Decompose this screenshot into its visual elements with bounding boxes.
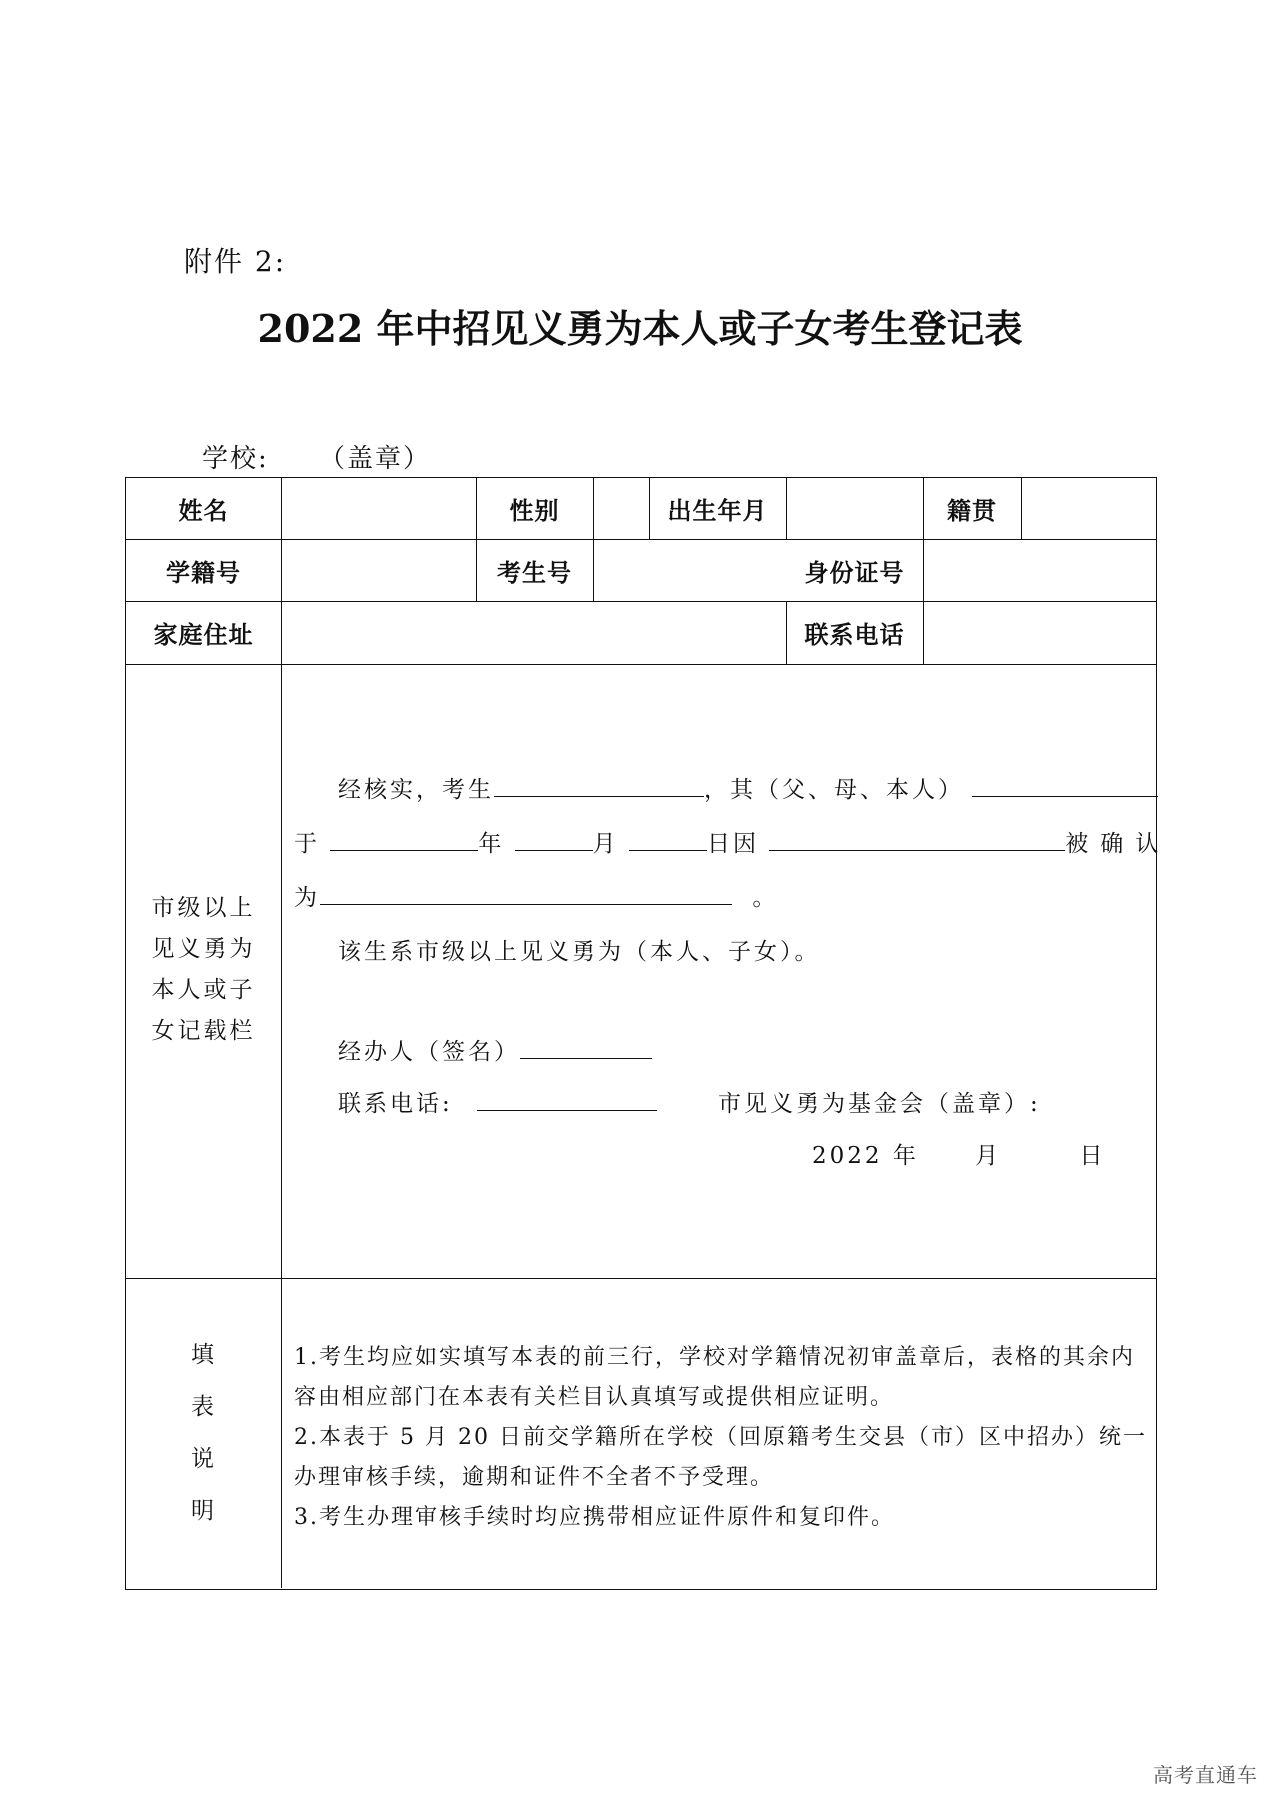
record-line-4: 该生系市级以上见义勇为（本人、子女）。 [338, 939, 821, 965]
gender-field[interactable] [593, 478, 649, 539]
name-field[interactable] [282, 478, 476, 539]
month-blank[interactable] [515, 826, 593, 851]
note-item: 1.考生均应如实填写本表的前三行，学校对学籍情况初审盖章后，表格的其余内容由相应部门在本表有关栏目认真填写或提供相应证明。 [294, 1345, 1135, 1410]
registration-table [125, 477, 1171, 1590]
title-blank[interactable] [320, 880, 732, 905]
record-line-1: 经核实，考生 ，其（父、母、本人） [338, 771, 1158, 804]
handler-line: 经办人（签名） [338, 1033, 652, 1066]
notes-section [126, 1280, 1156, 1588]
note-item: 3.考生办理审核手续时均应携带相应证件原件和复印件。 [294, 1505, 895, 1530]
candidate-name-blank[interactable] [494, 772, 704, 797]
attachment-label: 附件 2: [184, 245, 287, 278]
label-student-id: 学籍号 [166, 558, 241, 587]
foundation-stamp: 市见义勇为基金会（盖章）: [718, 1091, 1041, 1117]
handler-signature-blank[interactable] [520, 1034, 652, 1059]
label-name: 姓名 [178, 497, 229, 525]
label-birth: 出生年月 [667, 497, 768, 525]
label-exam-no: 考生号 [497, 558, 572, 587]
record-side-label: 市级以上见义勇为本人或子女记载栏 [151, 895, 256, 1044]
note-item: 2.本表于 5 月 20 日前交学籍所在学校（回原籍考生交县（市）区中招办）统一办理审核手续，逾期和证件不全者不予受理。 [294, 1425, 1147, 1490]
school-label: 学校: [202, 444, 269, 474]
school-stamp: （盖章） [319, 444, 432, 474]
contact-phone-blank[interactable] [477, 1086, 657, 1111]
school-line [202, 438, 431, 475]
notes-label: 填表说明 [191, 1341, 244, 1524]
notes-body [294, 1338, 1150, 1538]
id-card-field[interactable] [923, 539, 1156, 601]
label-address: 家庭住址 [153, 621, 254, 649]
record-line-2: 于 年 月 日因 被确认 [294, 825, 1170, 858]
phone-field[interactable] [923, 601, 1156, 664]
label-id-card: 身份证号 [804, 558, 905, 587]
record-line-3: 为 。 [294, 879, 778, 912]
relation-blank[interactable] [972, 772, 1158, 797]
watermark: 高考直通车 [1153, 1763, 1258, 1787]
record-date: 2022 年 月 日 [812, 1143, 1106, 1169]
form-title: 2022 年中招见义勇为本人或子女考生登记表 [257, 306, 1023, 351]
year-blank[interactable] [330, 826, 478, 851]
day-blank[interactable] [629, 826, 707, 851]
student-id-field[interactable] [282, 539, 476, 601]
label-gender: 性别 [509, 497, 560, 525]
exam-no-field[interactable] [593, 539, 786, 601]
native-field[interactable] [1021, 478, 1156, 539]
contact-line: 联系电话: [338, 1085, 657, 1118]
record-section [126, 665, 1171, 1278]
birth-field[interactable] [786, 478, 923, 539]
label-native: 籍贯 [947, 497, 997, 525]
label-phone: 联系电话 [804, 621, 905, 649]
address-field[interactable] [282, 601, 786, 664]
reason-blank[interactable] [769, 826, 1065, 851]
